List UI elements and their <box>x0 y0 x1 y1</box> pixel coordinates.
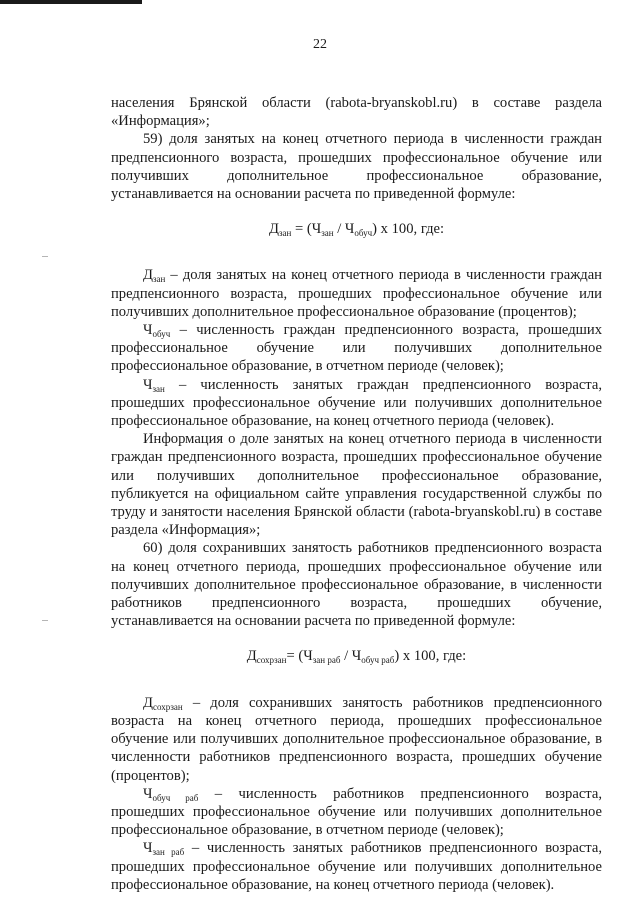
information-paragraph: Информация о доле занятых на конец отчетного периода в численности граждан предпенсионного возраста, прошедших профессиональное обучение или получивших дополнительное профессиональное образование, публикуется на официальном сайте управления государственной службы по труду и занятости населения Брянской области (rabota-bryanskobl.ru) в составе раздела «Информация»; <box>111 431 602 539</box>
document-body <box>111 94 602 894</box>
paragraph-intro: населения Брянской области (rabota-bryanskobl.ru) в составе раздела «Информация»; <box>111 95 602 130</box>
page-number: 22 <box>313 37 327 52</box>
definition-d-sokhrzan: $Д_{сохрзан}$ – доля сохранивших занятость работников предпенсионного возраста на конец отчетного периода, прошедших профессиональное обучение или получивших дополнительное профессиональное образование, в численности работников предпенсионного возраста, прошедших обучение (процентов); <box>111 694 602 784</box>
item-60: 60) доля сохранивших занятость работников предпенсионного возраста на конец отчетного периода, прошедших профессиональное обучение или получивших дополнительное профессиональное образование, в численности работников предпенсионного возраста, прошедших обучение, устанавливается на основании расчета по приведенной формуле: <box>111 540 602 630</box>
formula-2: $Д_{сохрзан}= (Ч_{зан раб} / Ч_{обуч раб})$ x 100, где: <box>246 648 467 666</box>
definition-ch-obuch-rab: $Ч_{обуч раб}$ – численность работников предпенсионного возраста, прошедших профессиональное обучение или получивших дополнительное профессиональное образование, в отчетном периоде (человек); <box>111 785 602 839</box>
formula-1: $Д_{зан} = (Ч_{зан} / Ч_{обуч})$ x 100, где: <box>268 221 445 239</box>
definition-ch-zan-rab: $Ч_{зан раб}$ – численность занятых работников предпенсионного возраста, прошедших профессиональное обучение или получивших дополнительное профессиональное образование, на конец отчетного периода (человек). <box>111 840 602 893</box>
item-59: 59) доля занятых на конец отчетного периода в численности граждан предпенсионного возраста, прошедших профессиональное обучение или получивших дополнительное профессиональное образование, устанавливается на основании расчета по приведенной формуле: <box>111 131 602 203</box>
definition-ch-zan: $Ч_{зан}$ – численность занятых граждан предпенсионного возраста, прошедших профессиональное обучение или получивших дополнительное профессиональное образование, на конец отчетного периода (человек). <box>111 376 602 430</box>
margin-mark <box>42 620 48 621</box>
definition-ch-obuch: $Ч_{обуч}$ – численность граждан предпенсионного возраста, прошедших профессиональное обучение или получивших дополнительное профессиональное образование, в отчетном периоде (человек); <box>111 322 602 375</box>
top-rule <box>0 0 142 4</box>
margin-mark <box>42 256 48 257</box>
definition-d-zan: $Д_{зан}$ – доля занятых на конец отчетного периода в численности граждан предпенсионного возраста, прошедших профессиональное обучение или получивших дополнительное профессиональное образование (процентов); <box>111 267 602 320</box>
